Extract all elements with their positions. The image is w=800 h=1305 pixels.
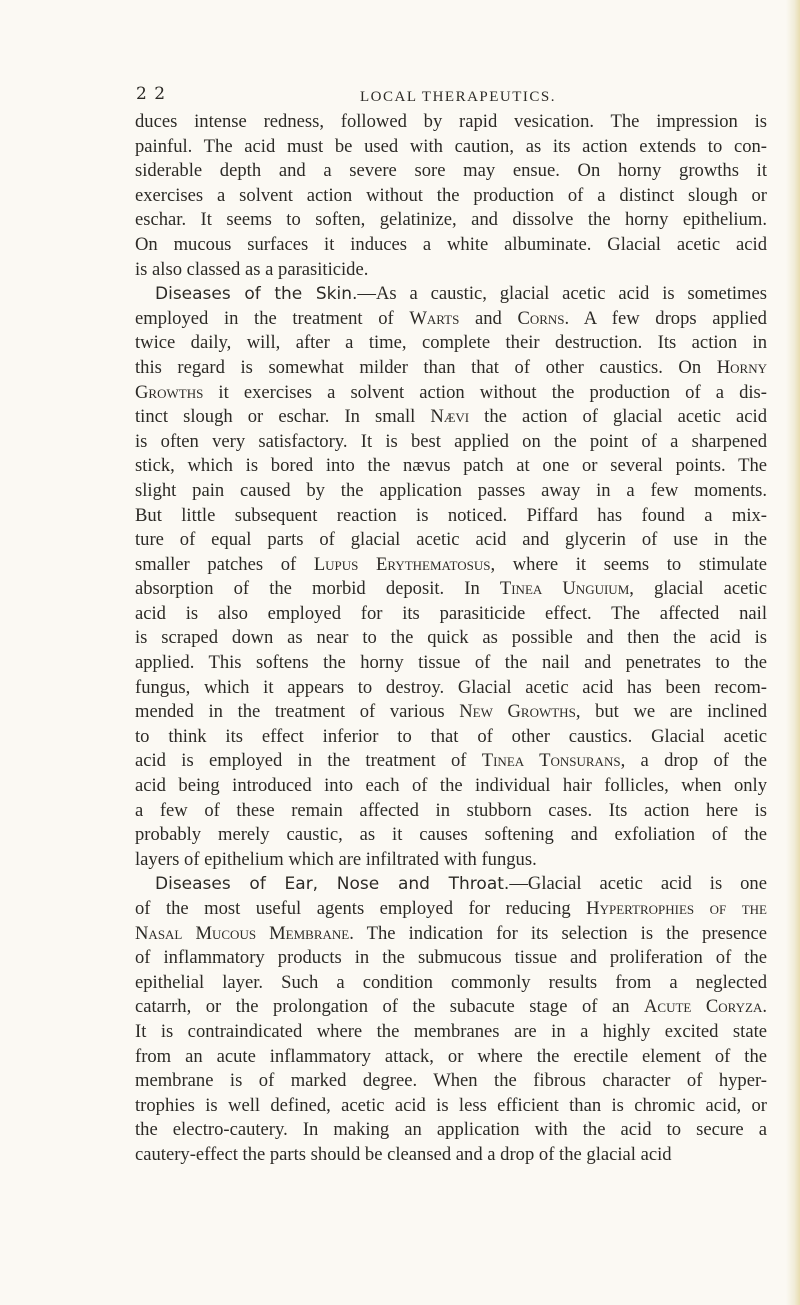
term-horny: Horny bbox=[716, 356, 767, 378]
term-lupus: Lupus Erythematosus bbox=[313, 553, 491, 575]
term-naevi: Nævi bbox=[430, 406, 470, 428]
text-line: Diseases of the Skin.—As a caustic, glacial acetic acid is sometimes bbox=[155, 283, 767, 305]
text-line: this regard is somewhat milder than that of other caustics. On Horny bbox=[135, 356, 767, 378]
text-line: cautery-effect the parts should be cleansed and a drop of the glacial acid bbox=[135, 1143, 672, 1165]
section-heading-skin: Diseases of the Skin. bbox=[155, 284, 358, 305]
term-corns: Corns bbox=[517, 307, 565, 329]
text-line: mended in the treatment of various New Growths, but we are inclined bbox=[135, 701, 767, 723]
page-number: 2 2 bbox=[136, 84, 167, 104]
text-line: applied. This softens the horny tissue of the nail and penetrates to the bbox=[135, 652, 767, 674]
text-line: membrane is of marked degree. When the fibrous character of hyper- bbox=[135, 1070, 767, 1092]
text-line: exercises a solvent action without the production of a distinct slough or bbox=[135, 184, 767, 206]
term-warts: Warts bbox=[409, 307, 460, 329]
text-line: acid being introduced into each of the individual hair follicles, when only bbox=[135, 775, 767, 797]
term-new-growths: New Growths bbox=[459, 701, 576, 723]
text-line: stick, which is bored into the nævus patch at one or several points. The bbox=[135, 455, 767, 477]
text-line: tinct slough or eschar. In small Nævi the action of glacial acetic acid bbox=[135, 406, 767, 428]
text-line: of the most useful agents employed for reducing Hypertrophies of the bbox=[135, 898, 767, 919]
text-line: trophies is well defined, acetic acid is less efficient than is chromic acid, or bbox=[135, 1094, 767, 1116]
term-acute-coryza: Acute Coryza bbox=[644, 996, 763, 1018]
text-line: layers of epithelium which are infiltrated with fungus. bbox=[135, 848, 537, 870]
text-line: acid is employed in the treatment of Tinea Tonsurans, a drop of the bbox=[135, 750, 767, 772]
text-line: acid is also employed for its parasiticide effect. The affected nail bbox=[135, 602, 767, 624]
text-line: Diseases of Ear, Nose and Throat.—Glacial acetic acid is one bbox=[155, 873, 767, 895]
text-line: is also classed as a parasiticide. bbox=[135, 258, 369, 280]
term-nasal-mucous-membrane: Nasal Mucous Membrane bbox=[135, 922, 350, 944]
text-line: catarrh, or the prolongation of the subacute stage of an Acute Coryza. bbox=[135, 996, 767, 1018]
text-line: of inflammatory products in the submucous tissue and proliferation of the bbox=[135, 947, 767, 969]
text-line: Growths it exercises a solvent action without the production of a dis- bbox=[135, 381, 767, 403]
page-edge bbox=[786, 0, 800, 1305]
text-line: is scraped down as near to the quick as possible and then the acid is bbox=[135, 627, 767, 649]
text-line: slight pain caused by the application passes away in a few moments. bbox=[135, 479, 767, 501]
text-line: It is contraindicated where the membranes are in a highly excited state bbox=[135, 1020, 767, 1042]
text-line: But little subsequent reaction is noticed. Piffard has found a mix- bbox=[135, 504, 767, 526]
term-tinea-unguium: Tinea Unguium bbox=[499, 578, 630, 600]
text-line: twice daily, will, after a time, complete their destruction. Its action in bbox=[135, 332, 767, 354]
section-heading-ent: Diseases of Ear, Nose and Throat. bbox=[155, 874, 510, 895]
term-hypertrophies: Hypertrophies of the bbox=[586, 898, 767, 919]
text-line: Nasal Mucous Membrane. The indication for its selection is the presence bbox=[135, 922, 767, 944]
text-line: painful. The acid must be used with caution, as its action extends to con- bbox=[135, 135, 767, 157]
text-line: On mucous surfaces it induces a white albuminate. Glacial acetic acid bbox=[135, 233, 767, 255]
text-line: employed in the treatment of Warts and Corns. A few drops applied bbox=[135, 307, 767, 329]
running-head: LOCAL THERAPEUTICS. bbox=[360, 89, 557, 105]
text-line: a few of these remain affected in stubborn cases. Its action here is bbox=[135, 799, 767, 821]
body-text bbox=[135, 110, 767, 1168]
text-line: the electro-cautery. In making an application with the acid to secure a bbox=[135, 1119, 767, 1141]
term-growths: Growths bbox=[135, 381, 204, 403]
text-line: absorption of the morbid deposit. In Tinea Unguium, glacial acetic bbox=[135, 578, 767, 600]
term-tinea-tonsurans: Tinea Tonsurans bbox=[481, 750, 621, 772]
text-line: duces intense redness, followed by rapid vesication. The impression is bbox=[135, 111, 767, 132]
text-line: ture of equal parts of glacial acetic acid and glycerin of use in the bbox=[135, 529, 767, 551]
text-line: from an acute inflammatory attack, or where the erectile element of the bbox=[135, 1045, 767, 1067]
text-line: smaller patches of Lupus Erythematosus, where it seems to stimulate bbox=[135, 553, 767, 575]
text-line: epithelial layer. Such a condition commonly results from a neglected bbox=[135, 971, 767, 993]
text-line: probably merely caustic, as it causes softening and exfoliation of the bbox=[135, 824, 767, 846]
text-line: eschar. It seems to soften, gelatinize, and dissolve the horny epithelium. bbox=[135, 209, 767, 231]
text-line: to think its effect inferior to that of other caustics. Glacial acetic bbox=[135, 725, 767, 747]
text-line: is often very satisfactory. It is best applied on the point of a sharpened bbox=[135, 430, 767, 452]
page-header bbox=[0, 84, 800, 108]
text-line: fungus, which it appears to destroy. Glacial acetic acid has been recom- bbox=[135, 676, 767, 698]
text-line: siderable depth and a severe sore may ensue. On horny growths it bbox=[135, 160, 767, 182]
